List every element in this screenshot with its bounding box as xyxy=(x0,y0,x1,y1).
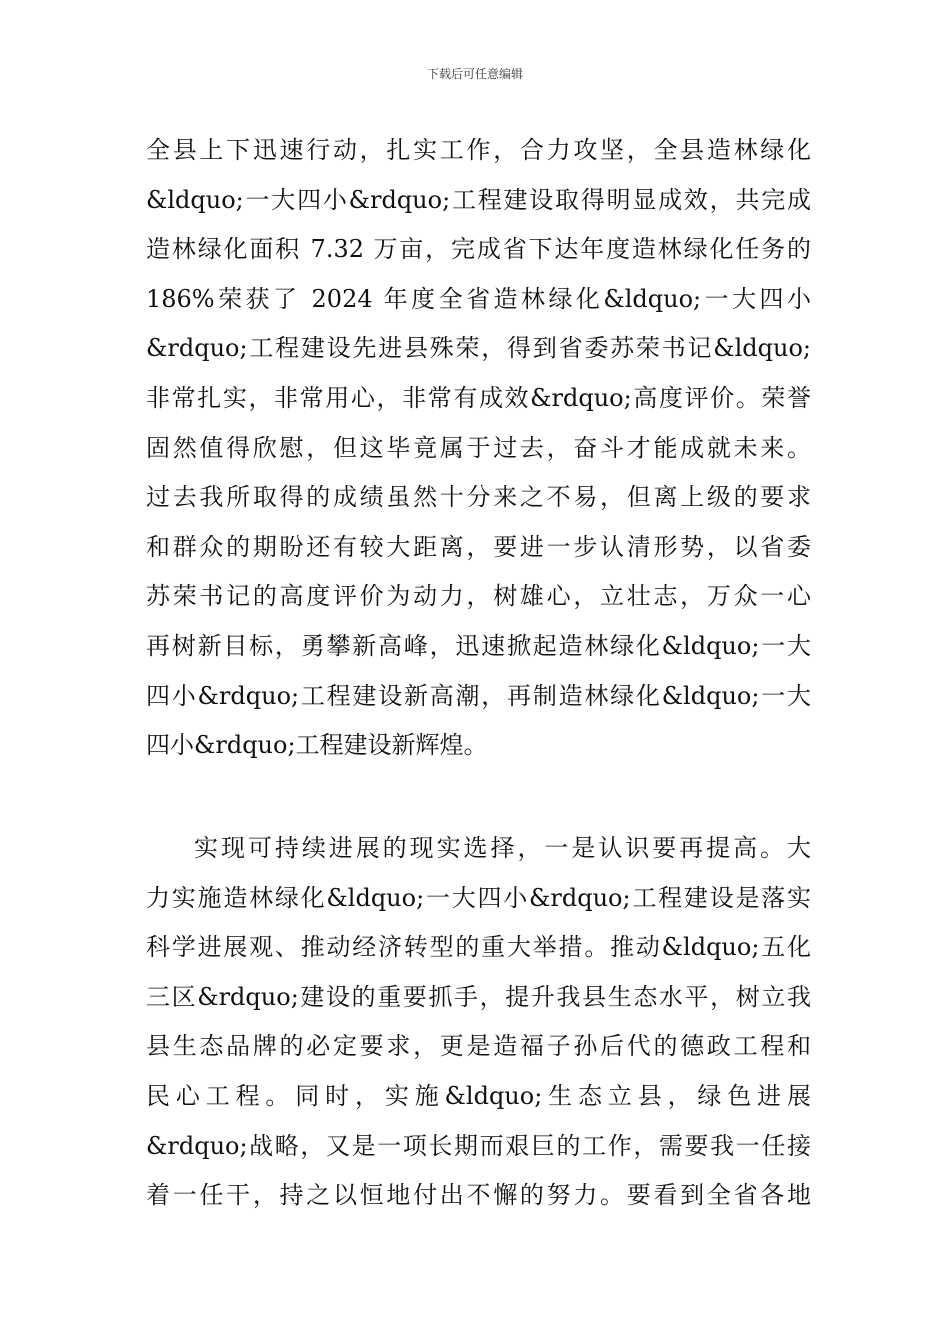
text-line: 186%荣获了 2024 年度全省造林绿化&ldquo;一大四小 xyxy=(146,284,811,313)
text-line: 固然值得欣慰，但这毕竟属于过去，奋斗才能成就未来。 xyxy=(146,433,811,462)
text-line: 科学进展观、推动经济转型的重大举措。推动&ldquo;五化 xyxy=(146,933,811,962)
text-line: 县生态品牌的必定要求，更是造福子孙后代的德政工程和 xyxy=(146,1032,811,1061)
text-line: 实现可持续进展的现实选择，一是认识要再提高。大 xyxy=(194,834,811,862)
text-line: 非常扎实，非常用心，非常有成效&rdquo;高度评价。荣誉 xyxy=(146,383,811,412)
text-line: 四小&rdquo;工程建设新辉煌。 xyxy=(146,731,488,760)
text-line: 全县上下迅速行动，扎实工作，合力攻坚，全县造林绿化 xyxy=(146,136,811,164)
text-line: &ldquo;一大四小&rdquo;工程建设取得明显成效，共完成 xyxy=(146,185,811,214)
paragraph-2 xyxy=(146,824,811,1221)
text-line: 四小&rdquo;工程建设新高潮，再制造林绿化&ldquo;一大 xyxy=(146,681,811,710)
text-line: 过去我所取得的成绩虽然十分来之不易，但离上级的要求 xyxy=(146,483,811,512)
paragraph-1 xyxy=(146,126,811,771)
text-line: &rdquo;战略，又是一项长期而艰巨的工作，需要我一任接 xyxy=(146,1131,811,1160)
text-line: 民心工程。同时，实施&ldquo;生态立县，绿色进展 xyxy=(146,1081,811,1110)
text-line: 苏荣书记的高度评价为动力，树雄心，立壮志，万众一心 xyxy=(146,582,811,611)
text-line: &rdquo;工程建设先进县殊荣，得到省委苏荣书记&ldquo; xyxy=(146,334,811,363)
text-line: 和群众的期盼还有较大距离，要进一步认清形势，以省委 xyxy=(146,532,811,561)
text-line: 造林绿化面积 7.32 万亩，完成省下达年度造林绿化任务的 xyxy=(146,235,811,264)
text-line: 着一任干，持之以恒地付出不懈的努力。要看到全省各地 xyxy=(146,1181,811,1210)
page-header: 下载后可任意编辑 xyxy=(426,67,523,81)
text-line: 再树新目标，勇攀新高峰，迅速掀起造林绿化&ldquo;一大 xyxy=(146,631,811,660)
text-line: 力实施造林绿化&ldquo;一大四小&rdquo;工程建设是落实 xyxy=(146,883,811,912)
text-line: 三区&rdquo;建设的重要抓手，提升我县生态水平，树立我 xyxy=(146,982,811,1011)
